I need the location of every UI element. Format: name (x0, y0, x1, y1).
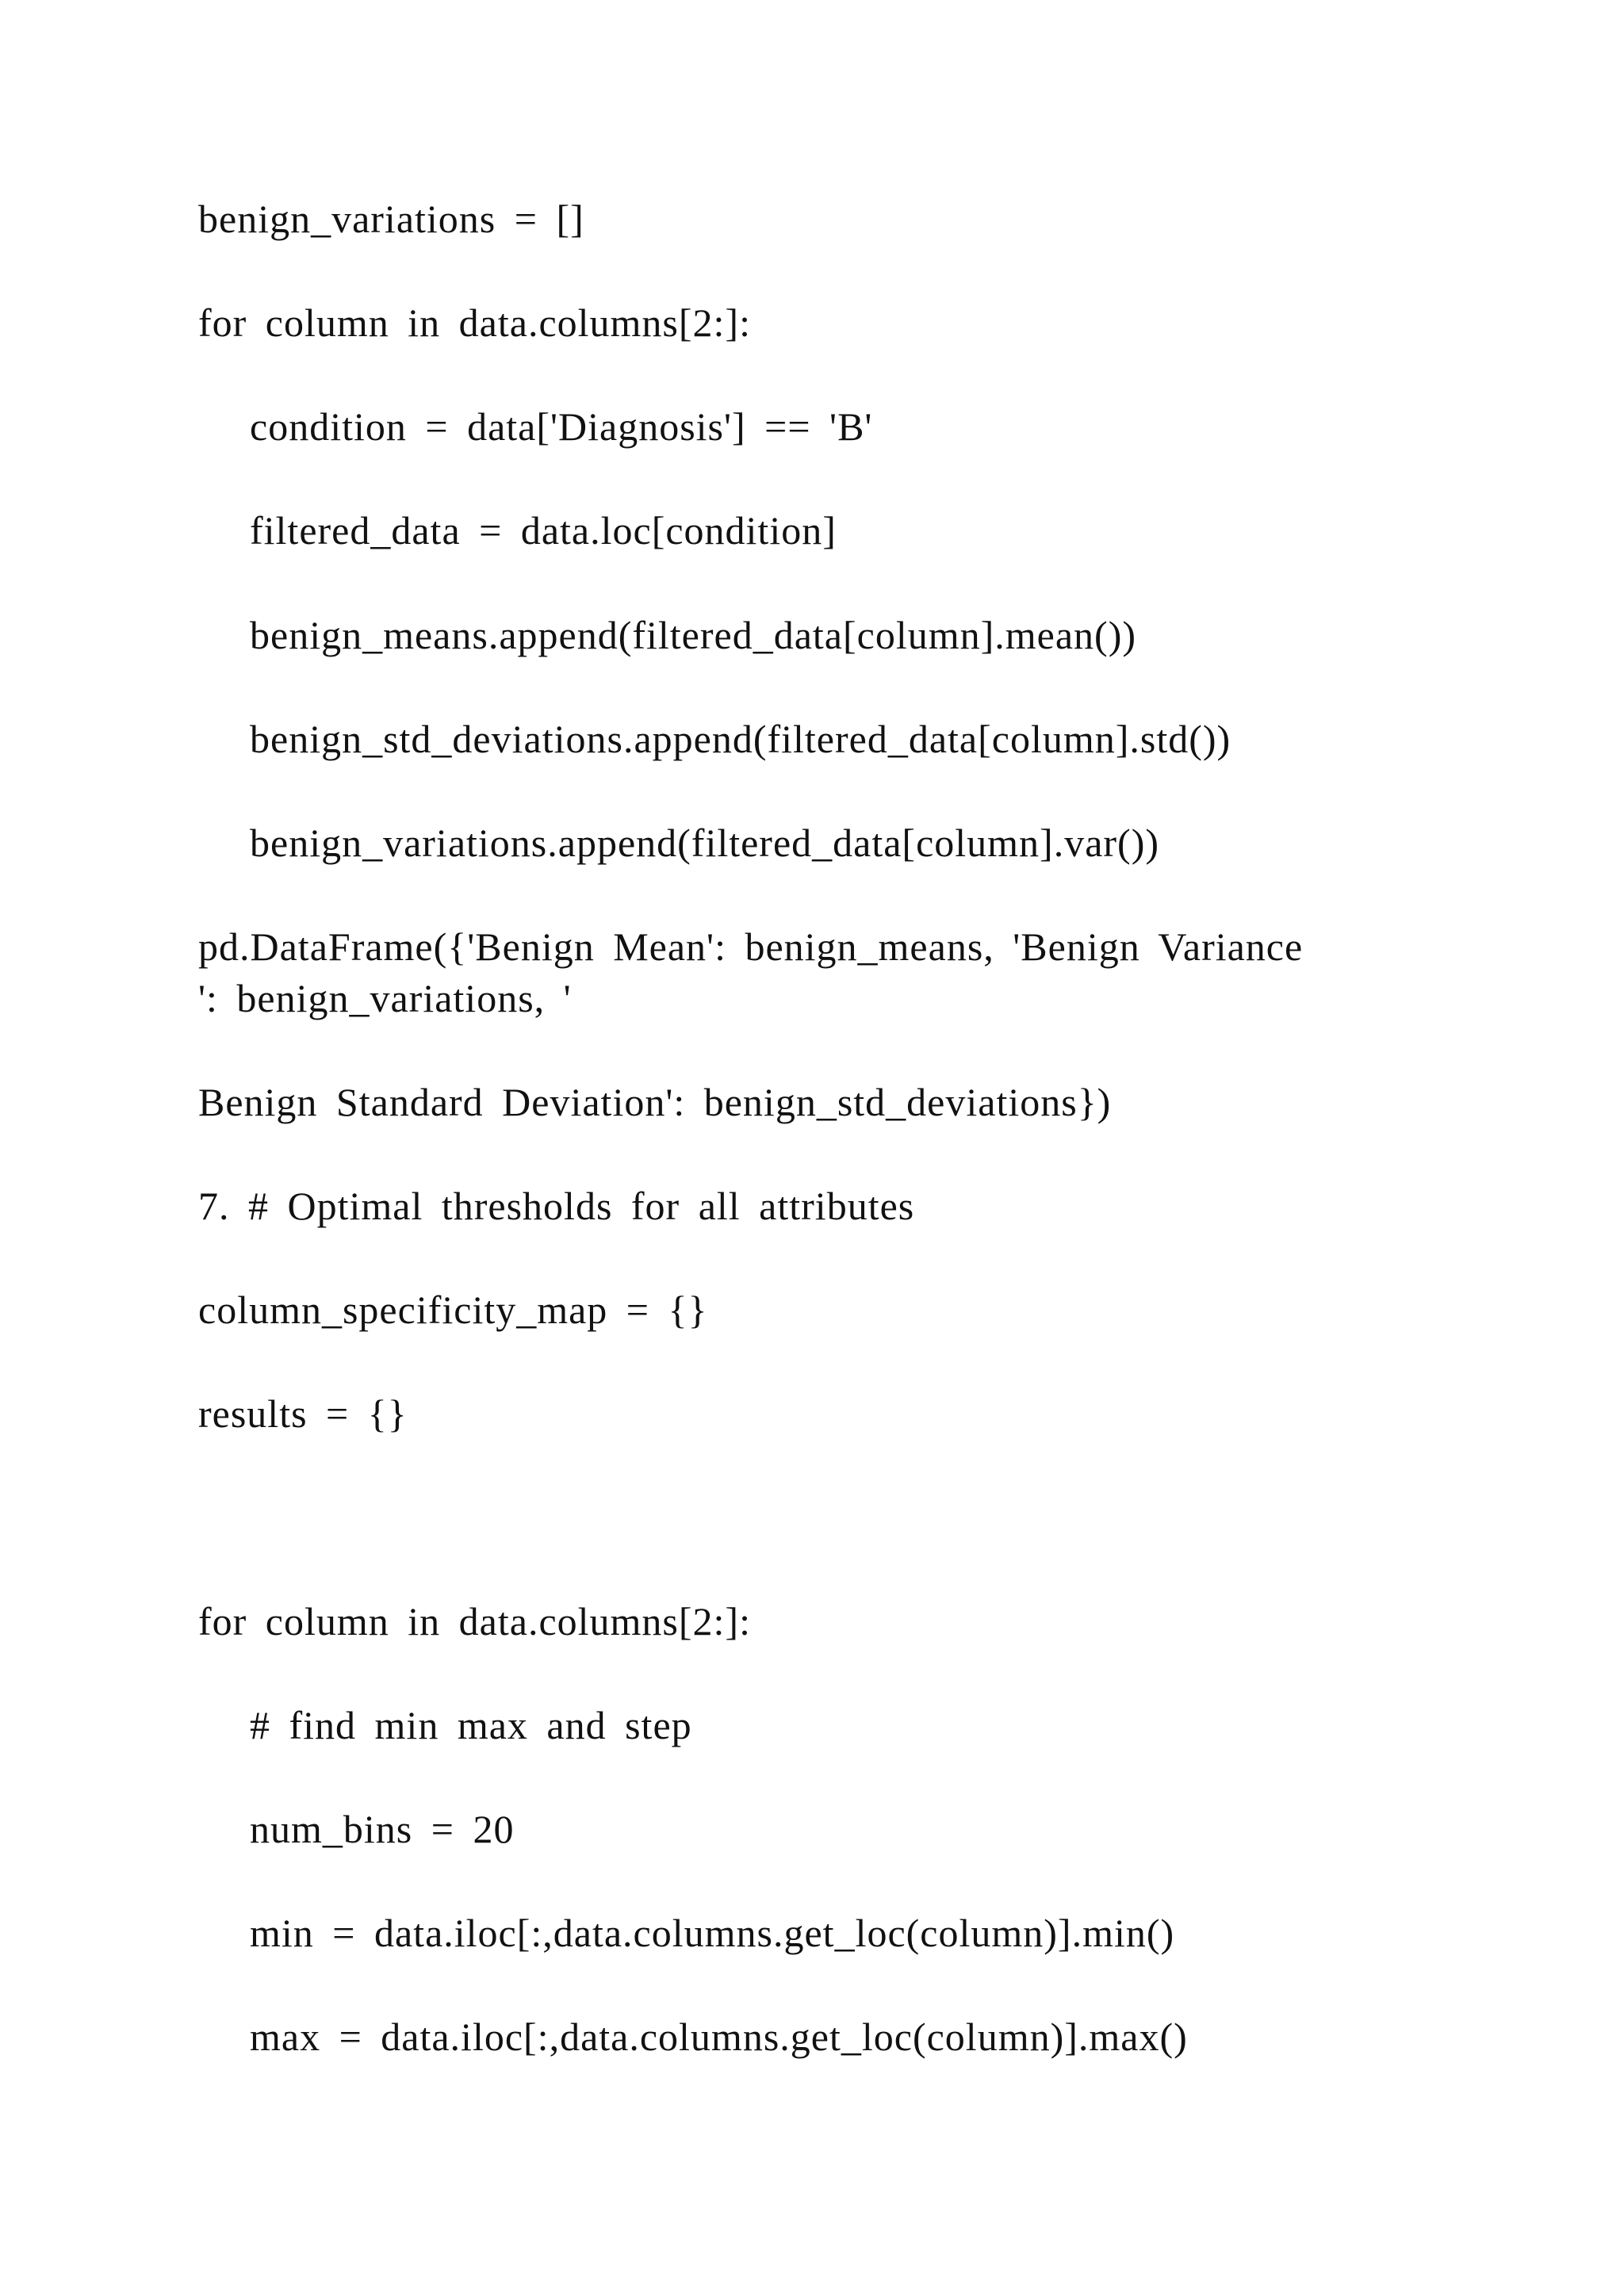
code-line: Benign Standard Deviation': benign_std_deviations}) (198, 1080, 1112, 1124)
code-line: benign_std_deviations.append(filtered_data[column].std()) (250, 717, 1231, 761)
code-line: results = {} (198, 1391, 408, 1436)
code-line: pd.DataFrame({'Benign Mean': benign_means, 'Benign Variance (198, 924, 1304, 969)
code-line: benign_means.append(filtered_data[column].mean()) (250, 613, 1136, 657)
code-line: for column in data.columns[2:]: (198, 300, 751, 345)
code-line: ': benign_variations, ' (198, 976, 572, 1020)
code-line: benign_variations = [] (198, 197, 584, 241)
code-line: max = data.iloc[:,data.columns.get_loc(column)].max() (250, 2015, 1188, 2059)
code-line: for column in data.columns[2:]: (198, 1599, 751, 1644)
code-line: filtered_data = data.loc[condition] (250, 508, 837, 553)
code-line: condition = data['Diagnosis'] == 'B' (250, 404, 873, 449)
code-line: benign_variations.append(filtered_data[column].var()) (250, 821, 1159, 865)
section-heading: 7. # Optimal thresholds for all attributes (198, 1184, 915, 1228)
code-line: column_specificity_map = {} (198, 1288, 708, 1332)
code-line: min = data.iloc[:,data.columns.get_loc(column)].min() (250, 1911, 1175, 1955)
code-line: num_bins = 20 (250, 1807, 515, 1851)
code-comment: # find min max and step (250, 1703, 692, 1747)
